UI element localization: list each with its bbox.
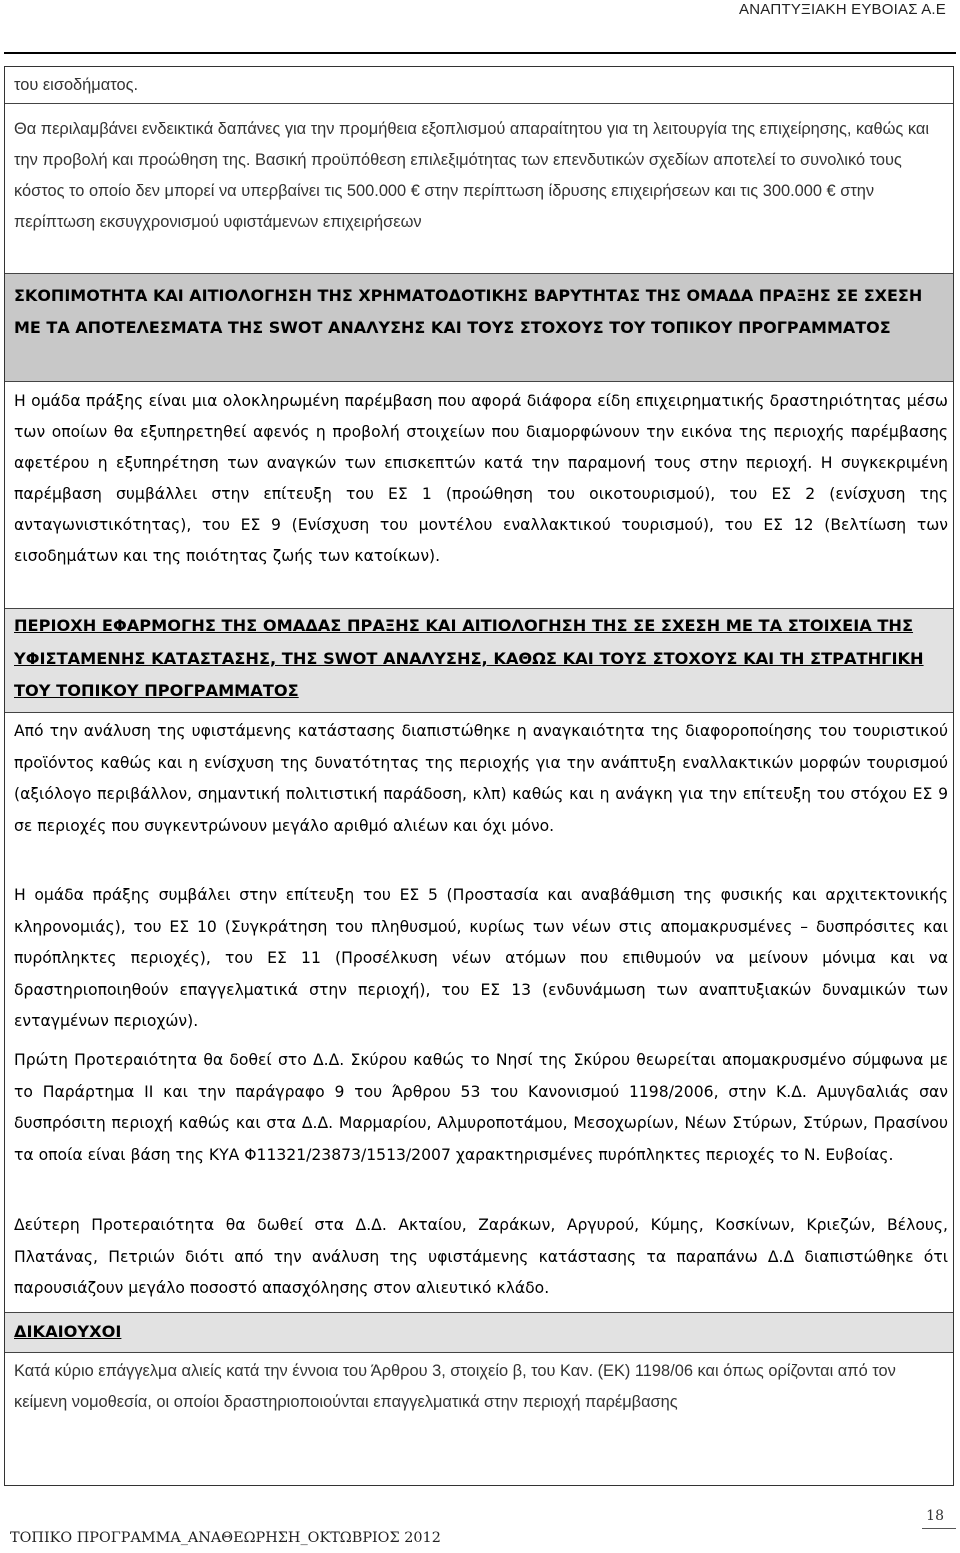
- section-area-paragraph-1: Από την ανάλυση της υφιστάμενης κατάστασης διαπιστώθηκε η αναγκαιότητα της διαφοροποίησης του τουριστικού προϊόντος καθώς και η ενίσχυση της δυνατότητας της περιοχής για την ανάπτυξη εναλλακτικών μορφών τουρισμού (αξιόλογο περιβάλλον, σημαντική πολιτιστική παράδοση, κλπ) καθώς και η ανάγκη για την επίτευξη του στόχου ΕΣ 9 σε περιοχές που συγκεντρώνουν μεγάλο αριθμό αλιέων και όχι μόνο.: [14, 722, 948, 835]
- section-area-paragraph-3: Πρώτη Προτεραιότητα θα δοθεί στο Δ.Δ. Σκύρου καθώς το Νησί της Σκύρου θεωρείται απομακρυσμένο σύμφωνα με το Παράρτημα ΙΙ και την παράγραφο 9 του Άρθρου 53 του Κανονισμού 1198/2006, στην Κ.Δ. Αμυγδαλιάς σαν δυσπρόσιτη περιοχή καθώς και στα Δ.Δ. Μαρμαρίου, Αλμυροποτάμου, Μεσοχωρίων, Νέων Στύρων, Στύρων, Πρασίνου τα οποία είναι βάση της ΚΥΑ Φ11321/23873/1513/2007 χαρακτηρισμένες πυρόπληκτες περιοχές το Ν. Ευβοίας.: [14, 1051, 948, 1164]
- page-number: 18: [926, 1508, 944, 1524]
- row-divider: [5, 381, 953, 382]
- footer-divider: [922, 1528, 956, 1529]
- header-divider: [4, 52, 956, 54]
- row-divider: [5, 608, 953, 609]
- section-area-paragraph-2: Η ομάδα πράξης συμβάλει στην επίτευξη του ΕΣ 5 (Προστασία και αναβάθμιση της φυσικής και αρχιτεκτονικής κληρονομιάς), του ΕΣ 10 (Συγκράτηση του πληθυσμού, κυρίως των νέων στις απομακρυσμένες – δυσπρόσιτες και πυρόπληκτες περιοχές), του ΕΣ 11 (Προσέλκυση νέων ατόμων που επιθυμούν να μείνουν μόνιμα και να δραστηριοποιηθούν επαγγελματικά στην περιοχή), του ΕΣ 13 (ενδυνάμωση των αναπτυξιακών δυναμικών των ενταγμένων περιοχών).: [14, 886, 948, 1030]
- section-title-beneficiaries: ΔΙΚΑΙΟΥΧΟΙ: [14, 1322, 122, 1341]
- row-divider: [5, 1312, 953, 1313]
- intro-paragraph: Θα περιλαμβάνει ενδεικτικά δαπάνες για την προμήθεια εξοπλισμού απαραίτητου για τη λειτουργία της επιχείρησης, καθώς και την προβολή και προώθηση της. Βασική προϋπόθεση επιλεξιμότητας των επενδυτικών σχεδίων αποτελεί το συνολικό τους κόστος το οποίο δεν μπορεί να υπερβαίνει τις 500.000 € στην περίπτωση ίδρυσης επιχειρήσεων και τις 300.000 € στην περίπτωση εκσυγχρονισμού υφιστάμενων επιχειρήσεων: [14, 120, 929, 231]
- row-divider: [5, 712, 953, 713]
- section-title-purpose: ΣΚΟΠΙΜΟΤΗΤΑ ΚΑΙ ΑΙΤΙΟΛΟΓΗΣΗ ΤΗΣ ΧΡΗΜΑΤΟΔΟΤΙΚΗΣ ΒΑΡΥΤΗΤΑΣ ΤΗΣ ΟΜΑΔΑ ΠΡΑΞΗΣ ΣΕ ΣΧΕΣΗ ΜΕ ΤΑ ΑΠΟΤΕΛΕΣΜΑΤΑ ΤΗΣ SWOT ΑΝΑΛΥΣΗΣ ΚΑΙ ΤΟΥΣ ΣΤΟΧΟΥΣ ΤΟΥ ΤΟΠΙΚΟΥ ΠΡΟΓΡΑΜΜΑΤΟΣ: [14, 286, 923, 337]
- row-divider: [5, 273, 953, 274]
- section-purpose-body: Η ομάδα πράξης είναι μια ολοκληρωμένη παρέμβαση που αφορά διάφορα είδη επιχειρηματικής δραστηριότητας μέσω των οποίων θα εξυπηρετηθεί αφενός η προβολή στοιχείων που διαμορφώνουν την εικόνα της περιοχής παρέμβασης αφετέρου η εξυπηρέτηση των αναγκών των επισκεπτών κατά την παραμονή τους στην περιοχή. Η συγκεκριμένη παρέμβαση συμβάλλει στην επίτευξη του ΕΣ 1 (προώθηση του οικοτουρισμού), του ΕΣ 2 (ενίσχυση της ανταγωνιστικότητας), του ΕΣ 9 (Ενίσχυση του μοντέλου εναλλακτικού τουρισμού), του ΕΣ 12 (Βελτίωση των εισοδημάτων και της ποιότητας ζωής των κατοίκων).: [14, 392, 948, 565]
- section-beneficiaries-body: Κατά κύριο επάγγελμα αλιείς κατά την έννοια του Άρθρου 3, στοιχείο β, του Καν. (ΕΚ) 1198/06 και όπως ορίζονται από τον κείμενη νομοθεσία, οι οποίοι δραστηριοποιούνται επαγγελματικά στην περιοχή παρέμβασης: [14, 1362, 896, 1411]
- section-area-paragraph-4: Δεύτερη Προτεραιότητα θα δωθεί στα Δ.Δ. Ακταίου, Ζαράκων, Αργυρού, Κύμης, Κοσκίνων, Κριεζών, Βέλους, Πλατάνας, Πετριών διότι από την ανάλυση της υφιστάμενης κατάστασης τα παραπάνω Δ.Δ διαπιστώθηκε ότι παρουσιάζουν μεγάλο ποσοστό απασχόλησης στον αλιευτικό κλάδο.: [14, 1216, 948, 1297]
- row-divider: [5, 103, 953, 104]
- footer-document-title: ΤΟΠΙΚΟ ΠΡΟΓΡΑΜΜΑ_ΑΝΑΘΕΩΡΗΣΗ_ΟΚΤΩΒΡΙΟΣ 2012: [10, 1530, 441, 1546]
- header-org-name: ΑΝΑΠΤΥΞΙΑΚΗ ΕΥΒΟΙΑΣ Α.Ε: [738, 1, 946, 18]
- row-divider: [5, 1352, 953, 1353]
- intro-line: του εισοδήματος.: [14, 76, 139, 94]
- section-title-area: ΠΕΡΙΟΧΗ ΕΦΑΡΜΟΓΗΣ ΤΗΣ ΟΜΑΔΑΣ ΠΡΑΞΗΣ ΚΑΙ ΑΙΤΙΟΛΟΓΗΣΗ ΤΗΣ ΣΕ ΣΧΕΣΗ ΜΕ ΤΑ ΣΤΟΙΧΕΙΑ ΤΗΣ ΥΦΙΣΤΑΜΕΝΗΣ ΚΑΤΑΣΤΑΣΗΣ, ΤΗΣ SWOT ΑΝΑΛΥΣΗΣ, ΚΑΘΩΣ ΚΑΙ ΤΟΥΣ ΣΤΟΧΟΥΣ ΚΑΙ ΤΗ ΣΤΡΑΤΗΓΙΚΗ ΤΟΥ ΤΟΠΙΚΟΥ ΠΡΟΓΡΑΜΜΑΤΟΣ: [14, 616, 924, 700]
